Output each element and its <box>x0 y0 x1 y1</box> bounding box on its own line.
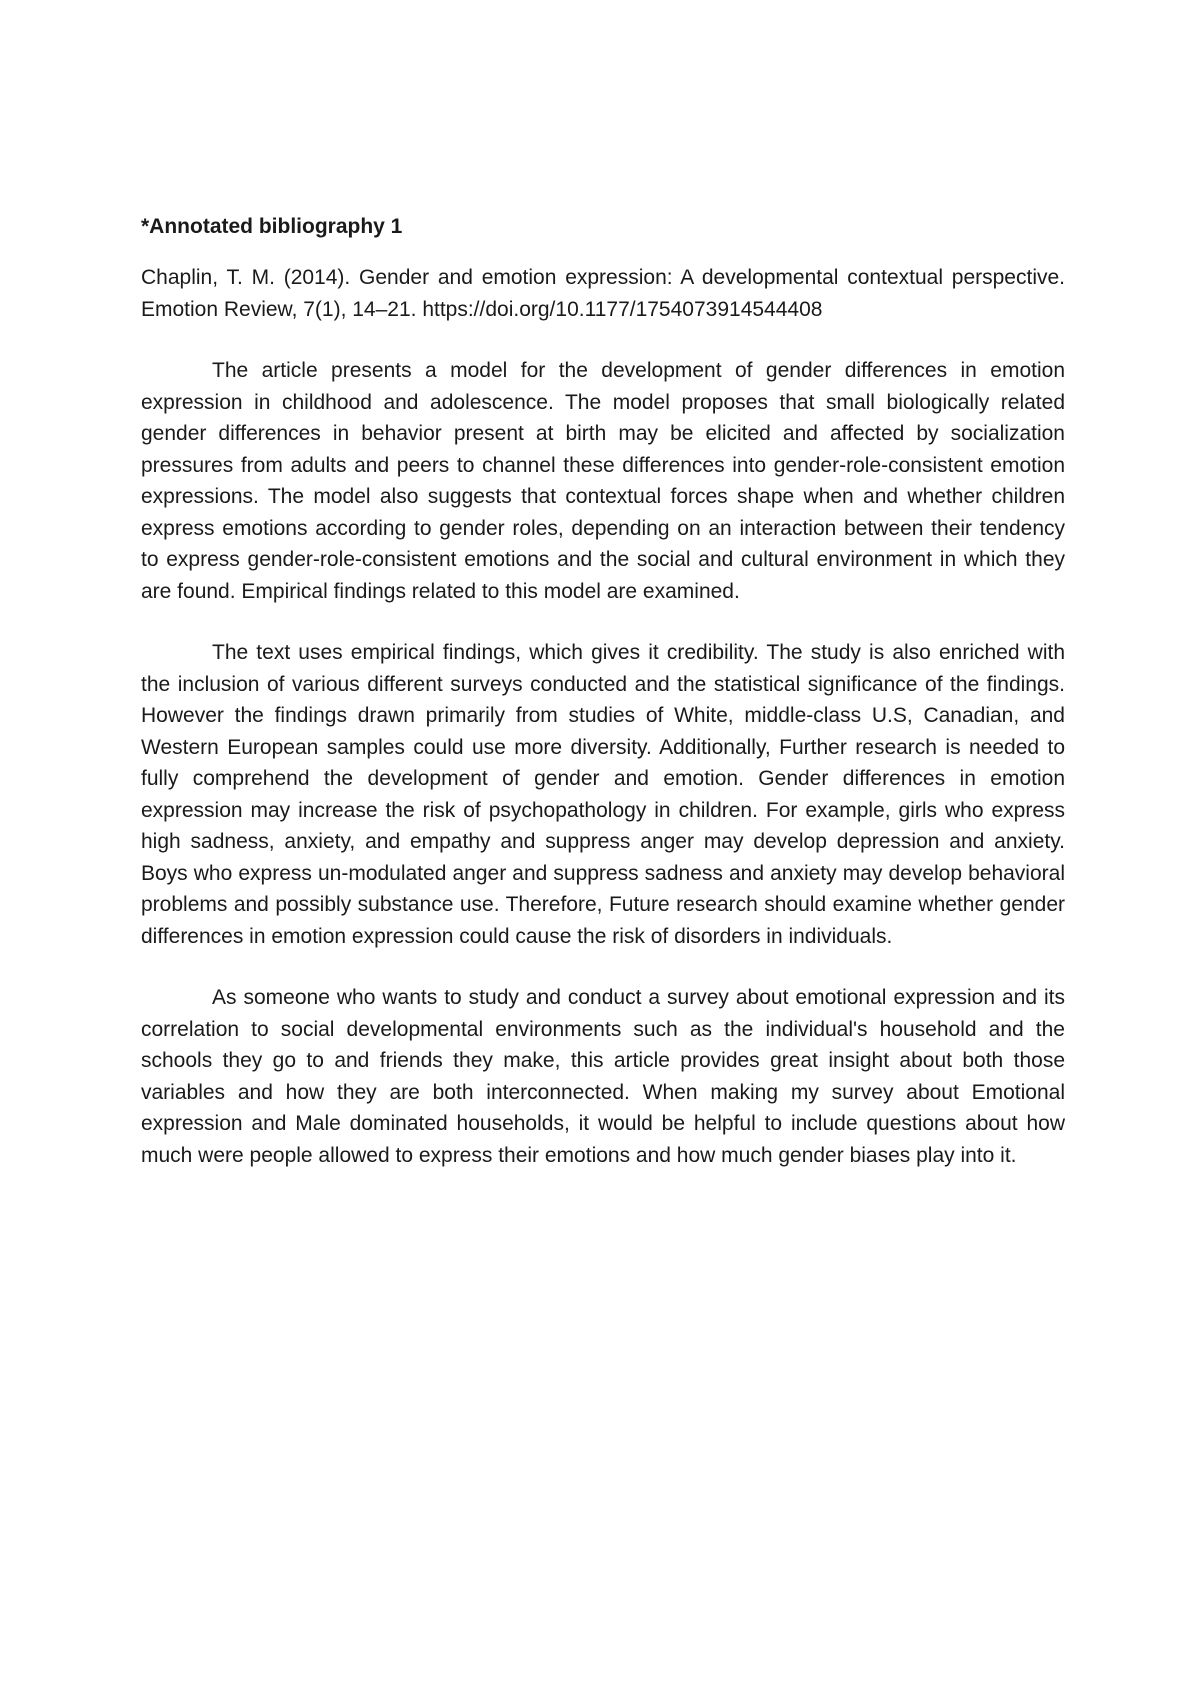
document-page <box>141 212 1065 1201</box>
summary-paragraph: The article presents a model for the development of gender differences in emotion expression in childhood and adolescence. The model proposes that small biologically related gender differences in behavior present at birth may be elicited and affected by socialization pressures from adults and peers to channel these differences into gender-role-consistent emotion expressions. The model also suggests that contextual forces shape when and whether children express emotions according to gender roles, depending on an interaction between their tendency to express gender-role-consistent emotions and the social and cultural environment in which they are found. Empirical findings related to this model are examined. <box>141 359 1065 603</box>
document-heading: *Annotated bibliography 1 <box>141 215 403 238</box>
evaluation-paragraph: The text uses empirical findings, which gives it credibility. The study is also enriched with the inclusion of various different surveys conducted and the statistical significance of the findings. However the findings drawn primarily from studies of White, middle-class U.S, Canadian, and Western European samples could use more diversity. Additionally, Further research is needed to fully comprehend the development of gender and emotion. Gender differences in emotion expression may increase the risk of psychopathology in children. For example, girls who express high sadness, anxiety, and empathy and suppress anger may develop depression and anxiety. Boys who express un-modulated anger and suppress sadness and anxiety may develop behavioral problems and possibly substance use. Therefore, Future research should examine whether gender differences in emotion expression could cause the risk of disorders in individuals. <box>141 641 1065 948</box>
reflection-paragraph: As someone who wants to study and conduct a survey about emotional expression and its correlation to social developmental environments such as the individual's household and the schools they go to and friends they make, this article provides great insight about both those variables and how they are both interconnected. When making my survey about Emotional expression and Male dominated households, it would be helpful to include questions about how much were people allowed to express their emotions and how much gender biases play into it. <box>141 986 1065 1167</box>
reference-citation: Chaplin, T. M. (2014). Gender and emotion expression: A developmental contextual perspective. Emotion Review, 7(1), 14–21. https://doi.org/10.1177/1754073914544408 <box>141 266 1065 321</box>
